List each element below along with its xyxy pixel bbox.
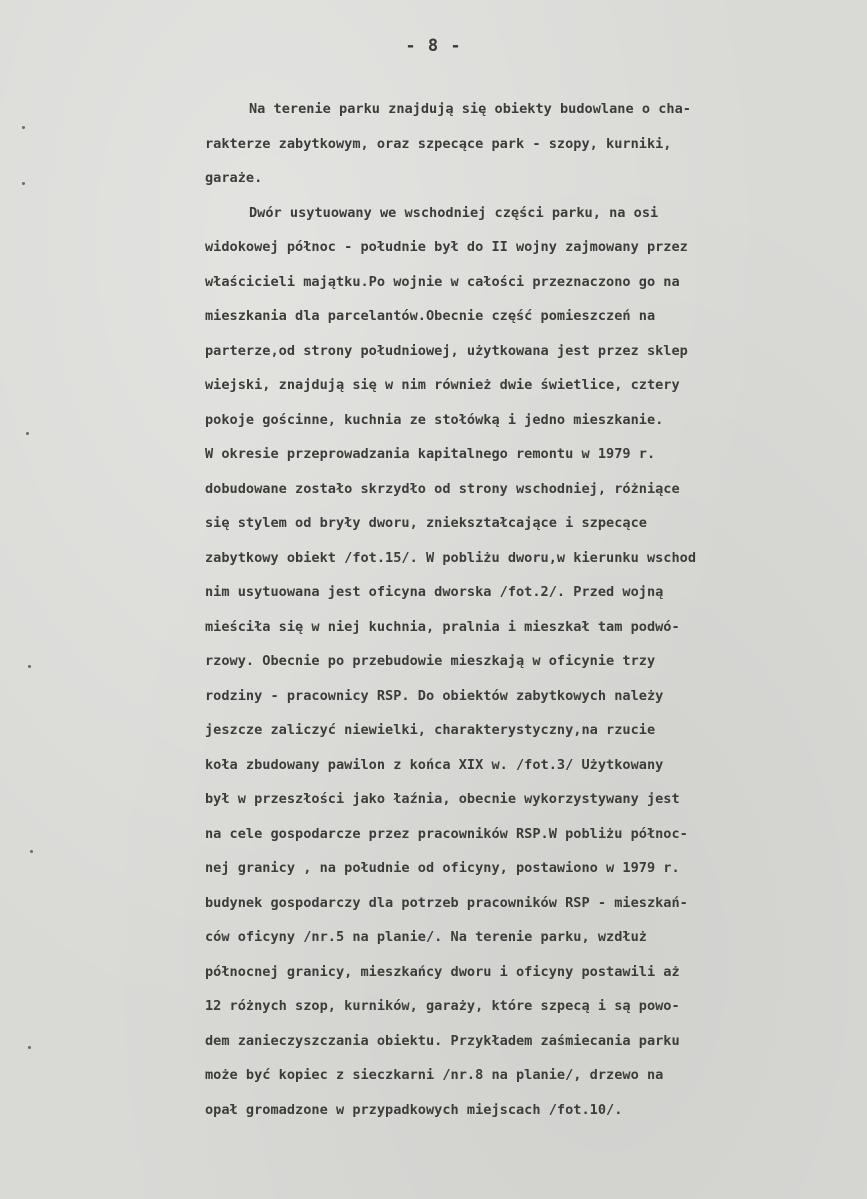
text-line: nim usytuowana jest oficyna dworska /fot.2/. Przed wojną (205, 584, 664, 600)
body-text (205, 92, 855, 1127)
text-line: rakterze zabytkowym, oraz szpecące park - szopy, kurniki, (205, 135, 672, 152)
text-line: mieszkania dla parcelantów.Obecnie część pomieszczeń na (205, 308, 656, 324)
text-line: północnej granicy, mieszkańcy dworu i oficyny postawili aż (205, 963, 680, 980)
text-line: rzowy. Obecnie po przebudowie mieszkają w oficynie trzy (205, 653, 656, 669)
text-line: parterze,od strony południowej, użytkowana jest przez sklep (205, 342, 688, 359)
text-line: nej granicy , na południe od oficyny, postawiono w 1979 r. (205, 860, 680, 876)
margin-mark (22, 126, 25, 129)
text-line: Na terenie parku znajdują się obiekty budowlane o cha- (249, 101, 691, 117)
margin-mark (22, 182, 25, 185)
text-line: może być kopiec z sieczkarni /nr.8 na planie/, drzewo na (205, 1067, 664, 1083)
margin-mark (30, 850, 33, 853)
text-line: się stylem od bryły dworu, zniekształcające i szpecące (205, 515, 647, 531)
text-line: dem zanieczyszczania obiektu. Przykładem zaśmiecania parku (205, 1032, 680, 1049)
text-line: mieściła się w niej kuchnia, pralnia i mieszkał tam podwó- (205, 618, 680, 635)
text-line: wiejski, znajdują się w nim również dwie świetlice, cztery (205, 377, 680, 393)
margin-mark (28, 665, 31, 668)
text-line: właścicieli majątku.Po wojnie w całości przeznaczono go na (205, 273, 680, 290)
text-line: rodziny - pracownicy RSP. Do obiektów zabytkowych należy (205, 687, 664, 704)
margin-mark (28, 1046, 31, 1049)
page-number: - 8 - (405, 36, 462, 56)
text-line: jeszcze zaliczyć niewielki, charakterystyczny,na rzucie (205, 722, 656, 738)
text-line: 12 różnych szop, kurników, garaży, które szpecą i są powo- (205, 998, 680, 1014)
text-line: pokoje gościnne, kuchnia ze stołówką i jedno mieszkanie. (205, 411, 664, 428)
margin-mark (26, 432, 29, 435)
text-line: Dwór usytuowany we wschodniej części parku, na osi (249, 204, 659, 221)
text-line: zabytkowy obiekt /fot.15/. W pobliżu dworu,w kierunku wschod (205, 549, 697, 566)
text-line: widokowej północ - południe był do II wojny zajmowany przez (205, 239, 688, 255)
text-line: ców oficyny /nr.5 na planie/. Na terenie parku, wzdłuż (205, 929, 647, 945)
text-line: dobudowane zostało skrzydło od strony wschodniej, różniące (205, 480, 680, 497)
text-line: opał gromadzone w przypadkowych miejscach /fot.10/. (205, 1101, 623, 1118)
text-line: budynek gospodarczy dla potrzeb pracowników RSP - mieszkań- (205, 894, 688, 911)
text-line: był w przeszłości jako łaźnia, obecnie wykorzystywany jest (205, 791, 680, 807)
text-line: garaże. (205, 170, 263, 186)
text-line: na cele gospodarcze przez pracowników RSP.W pobliżu północ- (205, 825, 688, 842)
text-line: koła zbudowany pawilon z końca XIX w. /fot.3/ Użytkowany (205, 756, 664, 773)
text-line: W okresie przeprowadzania kapitalnego remontu w 1979 r. (205, 446, 656, 462)
